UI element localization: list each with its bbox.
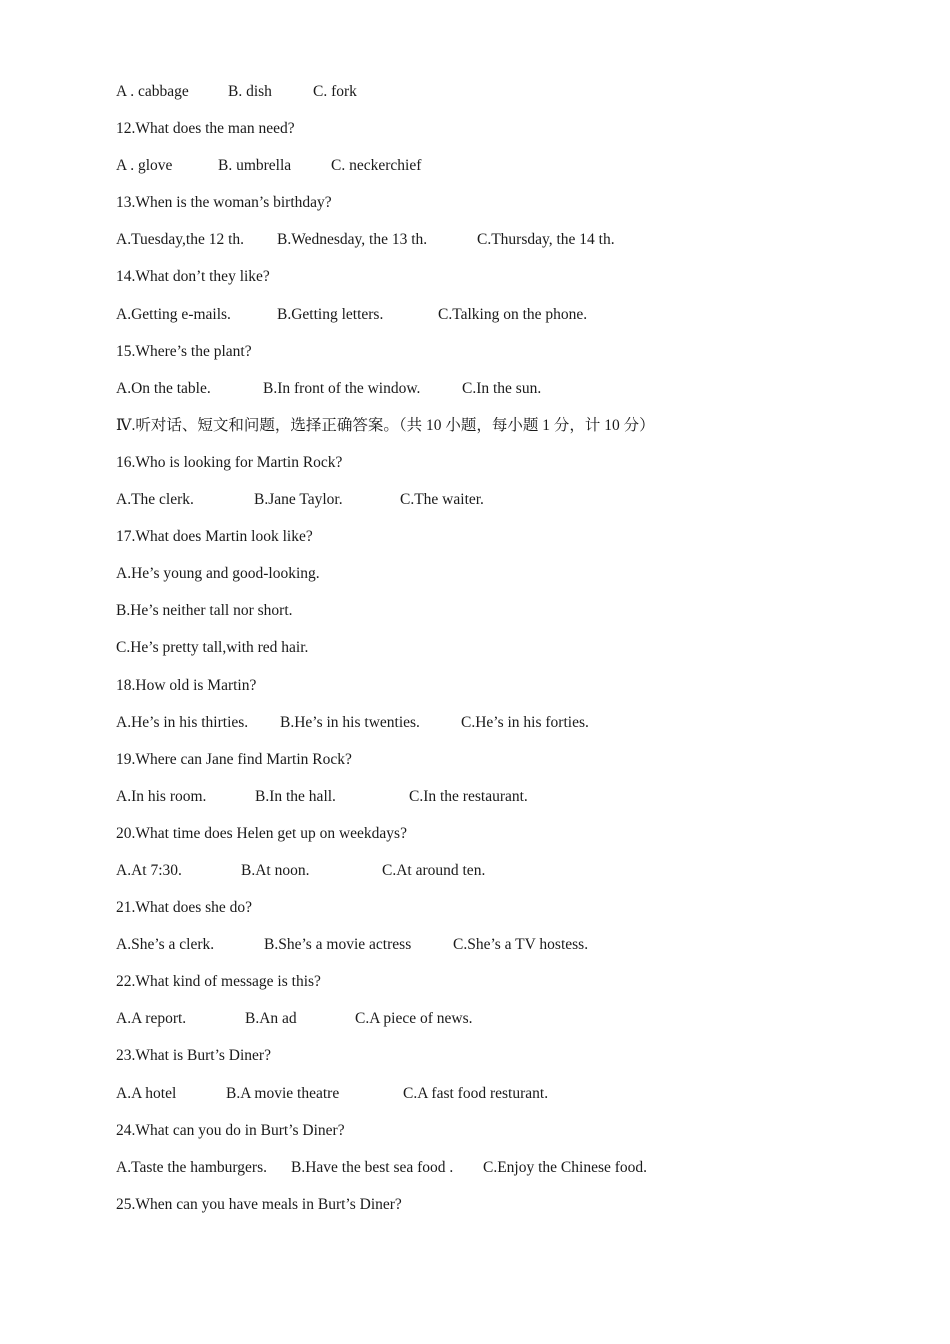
option-b: B.In front of the window.: [263, 379, 421, 397]
option-c: C. fork: [313, 83, 357, 100]
options-row: [116, 1082, 876, 1119]
option-c: C.A fast food resturant.: [403, 1084, 549, 1102]
question-line: 13.When is the woman’s birthday?: [116, 194, 332, 212]
options-row: [116, 80, 876, 117]
option-c: C.At around ten.: [382, 861, 486, 879]
option-a: A.A hotel: [116, 1084, 177, 1102]
options-row: [116, 488, 876, 525]
options-row: [116, 1007, 876, 1044]
option-c: C.She’s a TV hostess.: [453, 936, 589, 954]
option-line: A.He’s young and good-looking.: [116, 565, 320, 583]
option-a: A.In his room.: [116, 787, 207, 805]
option-line: B.He’s neither tall nor short.: [116, 602, 293, 620]
options-row: [116, 154, 876, 191]
option-a: A.At 7:30.: [116, 861, 182, 879]
option-a: A . glove: [116, 157, 173, 175]
option-a: A.Tuesday,the 12 th.: [116, 231, 245, 249]
option-b: B.Getting letters.: [277, 305, 384, 323]
options-row: [116, 859, 876, 896]
option-b: B.Jane Taylor.: [254, 491, 343, 509]
option-a: A . cabbage: [116, 83, 189, 100]
question-line: 21.What does she do?: [116, 899, 253, 917]
question-line: 15.Where’s the plant?: [116, 342, 252, 360]
option-c: C.In the restaurant.: [409, 787, 528, 805]
option-b: B. dish: [228, 83, 272, 100]
exam-page: [116, 80, 876, 1230]
option-b: B.A movie theatre: [226, 1084, 340, 1102]
option-b: B.She’s a movie actress: [264, 936, 412, 954]
question-line: 17.What does Martin look like?: [116, 528, 313, 546]
option-b: B. umbrella: [218, 157, 292, 175]
option-a: A.Getting e-mails.: [116, 305, 231, 323]
options-row: [116, 933, 876, 970]
section-heading: Ⅳ.听对话、短文和问题，选择正确答案。（共 10 小题，每小题 1 分，计 10 分）: [116, 416, 655, 434]
option-c: C.Enjoy the Chinese food.: [483, 1158, 648, 1176]
options-row: [116, 1156, 876, 1193]
option-b: B.At noon.: [241, 861, 310, 879]
option-line: C.He’s pretty tall,with red hair.: [116, 639, 309, 657]
question-line: 18.How old is Martin?: [116, 676, 257, 694]
option-b: B.He’s in his twenties.: [280, 713, 420, 731]
option-c: C.Talking on the phone.: [438, 305, 588, 323]
option-a: A.She’s a clerk.: [116, 936, 215, 954]
option-c: C.In the sun.: [462, 379, 542, 397]
option-b: B.Have the best sea food .: [291, 1158, 454, 1176]
options-row: [116, 377, 876, 414]
question-line: 25.When can you have meals in Burt’s Diner?: [116, 1195, 402, 1213]
option-b: B.An ad: [245, 1010, 297, 1028]
option-a: A.On the table.: [116, 379, 211, 397]
question-line: 19.Where can Jane find Martin Rock?: [116, 750, 352, 768]
option-a: A.The clerk.: [116, 491, 194, 509]
option-b: B.In the hall.: [255, 787, 336, 805]
option-c: C. neckerchief: [331, 157, 422, 175]
question-line: 16.Who is looking for Martin Rock?: [116, 453, 343, 471]
question-line: 20.What time does Helen get up on weekdays?: [116, 824, 407, 842]
option-a: A.He’s in his thirties.: [116, 713, 249, 731]
option-a: A.A report.: [116, 1010, 187, 1028]
options-row: [116, 228, 876, 265]
option-c: C.Thursday, the 14 th.: [477, 231, 615, 249]
option-c: C.A piece of news.: [355, 1010, 473, 1028]
options-row: [116, 303, 876, 340]
question-line: 23.What is Burt’s Diner?: [116, 1047, 271, 1065]
question-line: 14.What don’t they like?: [116, 268, 270, 286]
options-row: [116, 785, 876, 822]
option-c: C.The waiter.: [400, 491, 484, 509]
question-line: 24.What can you do in Burt’s Diner?: [116, 1121, 345, 1139]
option-b: B.Wednesday, the 13 th.: [277, 231, 428, 249]
question-line: 12.What does the man need?: [116, 120, 295, 138]
option-c: C.He’s in his forties.: [461, 713, 589, 731]
options-row: [116, 711, 876, 748]
question-line: 22.What kind of message is this?: [116, 973, 321, 991]
option-a: A.Taste the hamburgers.: [116, 1158, 268, 1176]
